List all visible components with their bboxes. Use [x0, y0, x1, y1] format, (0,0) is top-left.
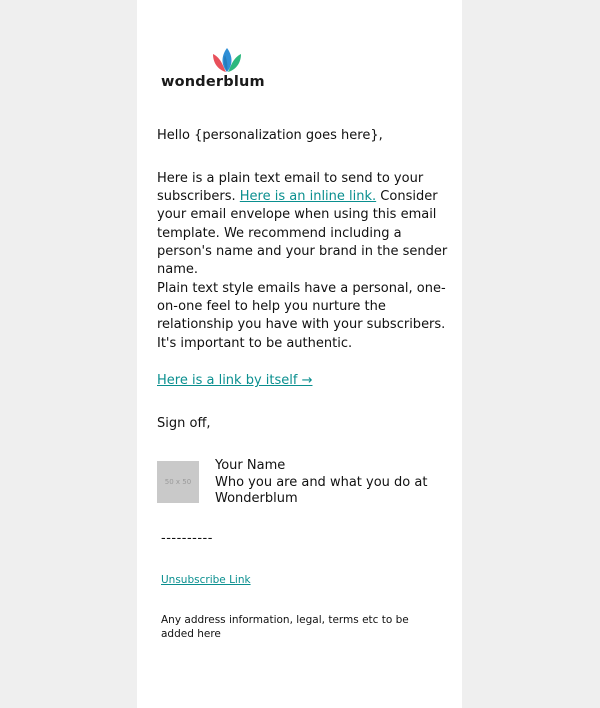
greeting: [157, 127, 452, 145]
brand-logo: [161, 48, 271, 94]
inline-link[interactable]: Here is an inline link.: [239, 189, 377, 205]
brand-wordmark: wonderblum: [161, 74, 265, 90]
unsubscribe-link[interactable]: Unsubscribe Link: [161, 574, 251, 586]
signature-name: Your Name: [215, 458, 286, 473]
signature-block: [157, 458, 457, 508]
unsubscribe-row: [161, 573, 441, 587]
avatar-placeholder: [157, 461, 199, 503]
paragraph-two-text: Plain text style emails have a personal, one-on-one feel to help you nurture the relationship you have with your subscribers. It's important to be authentic.: [157, 281, 446, 351]
paragraph-two: [157, 280, 452, 353]
address-info: Any address information, legal, terms etc to be added here: [161, 614, 409, 640]
signature-description: Who you are and what you do at Wonderblum: [215, 474, 428, 506]
lotus-flower-icon: [211, 48, 243, 74]
greeting-text: Hello {personalization goes here},: [157, 128, 383, 143]
standalone-link-row: [157, 372, 452, 390]
standalone-link[interactable]: Here is a link by itself →: [157, 373, 313, 388]
avatar-placeholder-label: 50 x 50: [164, 478, 192, 486]
signature-text: [215, 458, 455, 508]
footer-divider: ----------: [161, 531, 213, 546]
paragraph-one-text: [157, 170, 452, 279]
sign-off: [157, 415, 452, 433]
paragraph-one-tail: Consider your email envelope when using this email template. We recommend including a person's name and your brand in the sender name.: [157, 189, 448, 278]
sign-off-text: Sign off,: [157, 416, 211, 431]
paragraph-one-lead: Here is a plain text email to send to your subscribers.: [157, 171, 424, 205]
email-card: [137, 0, 462, 708]
paragraph-one: [157, 170, 452, 279]
